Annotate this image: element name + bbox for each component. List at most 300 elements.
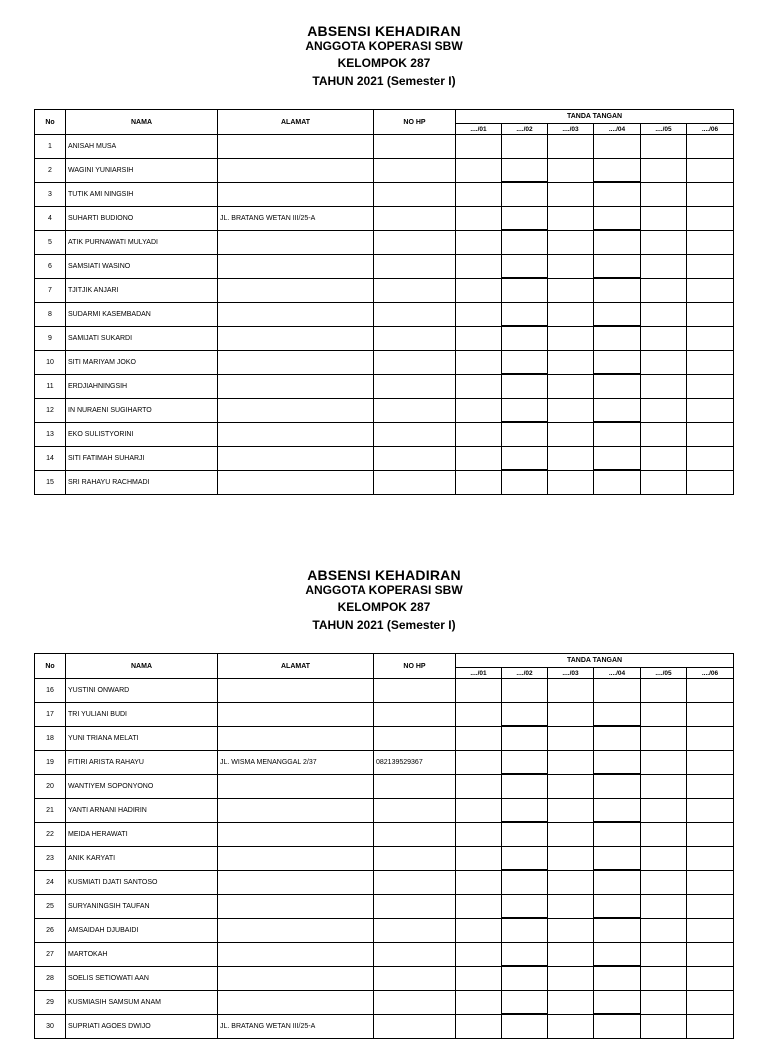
signature-cell[interactable]: [502, 254, 548, 278]
signature-cell[interactable]: [456, 326, 502, 350]
signature-cell[interactable]: [548, 990, 594, 1014]
signature-cell[interactable]: [641, 422, 687, 446]
group-line: KELOMPOK 287: [337, 56, 431, 70]
member-name: SAMIJATI SUKARDI: [66, 326, 218, 350]
row-number: 7: [35, 278, 66, 302]
signature-cell[interactable]: [641, 822, 687, 846]
signature-cell[interactable]: [548, 870, 594, 894]
signature-cell[interactable]: [687, 254, 734, 278]
signature-cell[interactable]: [502, 990, 548, 1014]
row-number: 12: [35, 398, 66, 422]
signature-cell[interactable]: [687, 1014, 734, 1038]
signature-cell[interactable]: [641, 302, 687, 326]
signature-cell[interactable]: [641, 1014, 687, 1038]
table-row: [35, 302, 734, 326]
member-phone: [374, 374, 456, 398]
member-phone: [374, 158, 456, 182]
member-name: ERDJIAHNINGSIH: [66, 374, 218, 398]
row-number: 5: [35, 230, 66, 254]
member-phone: [374, 679, 456, 703]
session-header: ..../04: [594, 668, 641, 679]
signature-cell[interactable]: [548, 702, 594, 726]
member-address: [218, 918, 374, 942]
signature-cell[interactable]: [502, 374, 548, 398]
signature-cell[interactable]: [548, 918, 594, 942]
signature-cell[interactable]: [641, 254, 687, 278]
member-name: SURYANINGSIH TAUFAN: [66, 894, 218, 918]
signature-cell[interactable]: [687, 158, 734, 182]
row-number: 10: [35, 350, 66, 374]
signature-cell[interactable]: [548, 182, 594, 206]
signature-cell[interactable]: [502, 158, 548, 182]
row-number: 15: [35, 470, 66, 494]
member-phone: [374, 702, 456, 726]
signature-cell[interactable]: [641, 990, 687, 1014]
signature-cell[interactable]: [456, 1014, 502, 1038]
member-address: [218, 254, 374, 278]
signature-cell[interactable]: [594, 158, 641, 182]
member-name: MEIDA HERAWATI: [66, 822, 218, 846]
signature-cell[interactable]: [456, 702, 502, 726]
attendance-rows: [35, 135, 734, 495]
signature-cell[interactable]: [594, 702, 641, 726]
signature-cell[interactable]: [456, 158, 502, 182]
signature-cell[interactable]: [502, 398, 548, 422]
signature-cell[interactable]: [502, 230, 548, 254]
signature-cell[interactable]: [687, 894, 734, 918]
signature-cell[interactable]: [594, 470, 641, 494]
member-address: [218, 398, 374, 422]
signature-cell[interactable]: [687, 182, 734, 206]
signature-cell[interactable]: [594, 230, 641, 254]
member-name: TRI YULIANI BUDI: [66, 702, 218, 726]
signature-cell[interactable]: [548, 302, 594, 326]
table-row: [35, 942, 734, 966]
signature-cell[interactable]: [687, 966, 734, 990]
member-name: YANTI ARNANI HADIRIN: [66, 798, 218, 822]
member-name: TUTIK AMI NINGSIH: [66, 182, 218, 206]
member-phone: [374, 1014, 456, 1038]
col-tanda-tangan-header: TANDA TANGAN: [456, 110, 734, 124]
signature-cell[interactable]: [594, 822, 641, 846]
signature-cell[interactable]: [641, 702, 687, 726]
signature-cell[interactable]: [456, 726, 502, 750]
signature-cell[interactable]: [687, 350, 734, 374]
row-number: 13: [35, 422, 66, 446]
signature-cell[interactable]: [687, 702, 734, 726]
signature-cell[interactable]: [594, 206, 641, 230]
member-phone: [374, 326, 456, 350]
session-header: ..../05: [641, 124, 687, 135]
signature-cell[interactable]: [594, 398, 641, 422]
member-phone: [374, 422, 456, 446]
signature-cell[interactable]: [502, 798, 548, 822]
signature-cell[interactable]: [594, 942, 641, 966]
signature-cell[interactable]: [502, 750, 548, 774]
signature-cell[interactable]: [594, 254, 641, 278]
signature-cell[interactable]: [548, 822, 594, 846]
table-row: [35, 894, 734, 918]
signature-cell[interactable]: [641, 470, 687, 494]
signature-cell[interactable]: [594, 750, 641, 774]
signature-cell[interactable]: [456, 679, 502, 703]
member-name: SUDARMI KASEMBADAN: [66, 302, 218, 326]
row-number: 16: [35, 679, 66, 703]
table-row: [35, 158, 734, 182]
signature-cell[interactable]: [548, 774, 594, 798]
signature-cell[interactable]: [502, 726, 548, 750]
member-name: ANIK KARYATI: [66, 846, 218, 870]
member-phone: [374, 846, 456, 870]
signature-cell[interactable]: [687, 726, 734, 750]
signature-cell[interactable]: [456, 990, 502, 1014]
signature-cell[interactable]: [456, 135, 502, 159]
signature-cell[interactable]: [548, 966, 594, 990]
signature-cell[interactable]: [456, 278, 502, 302]
document-title: ABSENSI KEHADIRAN: [307, 567, 461, 583]
signature-cell[interactable]: [548, 894, 594, 918]
signature-cell[interactable]: [502, 942, 548, 966]
signature-cell[interactable]: [502, 1014, 548, 1038]
table-row: [35, 350, 734, 374]
year-line: TAHUN 2021 (Semester I): [312, 618, 456, 632]
member-address: [218, 158, 374, 182]
member-phone: [374, 206, 456, 230]
signature-cell[interactable]: [641, 774, 687, 798]
signature-cell[interactable]: [548, 679, 594, 703]
signature-cell[interactable]: [594, 422, 641, 446]
row-number: 9: [35, 326, 66, 350]
col-nama-header: NAMA: [66, 654, 218, 679]
row-number: 8: [35, 302, 66, 326]
member-address: [218, 990, 374, 1014]
table-row: [35, 702, 734, 726]
col-nohp-header: NO HP: [374, 110, 456, 135]
signature-cell[interactable]: [641, 278, 687, 302]
signature-cell[interactable]: [641, 679, 687, 703]
attendance-table: [34, 653, 734, 1039]
signature-cell[interactable]: [594, 966, 641, 990]
signature-cell[interactable]: [641, 182, 687, 206]
member-phone: [374, 446, 456, 470]
signature-cell[interactable]: [548, 374, 594, 398]
signature-cell[interactable]: [502, 870, 548, 894]
signature-cell[interactable]: [548, 254, 594, 278]
member-address: [218, 446, 374, 470]
signature-cell[interactable]: [641, 894, 687, 918]
member-name: KUSMIATI DJATI SANTOSO: [66, 870, 218, 894]
member-address: [218, 135, 374, 159]
signature-cell[interactable]: [548, 446, 594, 470]
col-nama-header: NAMA: [66, 110, 218, 135]
signature-cell[interactable]: [687, 206, 734, 230]
member-phone: [374, 990, 456, 1014]
signature-cell[interactable]: [502, 182, 548, 206]
signature-cell[interactable]: [548, 470, 594, 494]
signature-cell[interactable]: [594, 774, 641, 798]
signature-cell[interactable]: [456, 302, 502, 326]
signature-cell[interactable]: [502, 774, 548, 798]
signature-cell[interactable]: [456, 206, 502, 230]
signature-cell[interactable]: [548, 230, 594, 254]
member-name: FITIRI ARISTA RAHAYU: [66, 750, 218, 774]
signature-cell[interactable]: [641, 206, 687, 230]
signature-cell[interactable]: [594, 870, 641, 894]
row-number: 20: [35, 774, 66, 798]
member-address: [218, 966, 374, 990]
signature-cell[interactable]: [502, 350, 548, 374]
member-name: TJITJIK ANJARI: [66, 278, 218, 302]
signature-cell[interactable]: [641, 750, 687, 774]
signature-cell[interactable]: [502, 278, 548, 302]
row-number: 2: [35, 158, 66, 182]
row-number: 23: [35, 846, 66, 870]
signature-cell[interactable]: [548, 846, 594, 870]
signature-cell[interactable]: [548, 278, 594, 302]
table-row: [35, 206, 734, 230]
member-address: [218, 230, 374, 254]
signature-cell[interactable]: [594, 894, 641, 918]
row-number: 3: [35, 182, 66, 206]
signature-cell[interactable]: [456, 966, 502, 990]
signature-cell[interactable]: [502, 206, 548, 230]
signature-cell[interactable]: [548, 422, 594, 446]
signature-cell[interactable]: [456, 918, 502, 942]
member-name: WAGINI YUNIARSIH: [66, 158, 218, 182]
signature-cell[interactable]: [641, 135, 687, 159]
signature-cell[interactable]: [687, 422, 734, 446]
signature-cell[interactable]: [548, 206, 594, 230]
member-phone: [374, 966, 456, 990]
signature-cell[interactable]: [594, 374, 641, 398]
signature-cell[interactable]: [456, 470, 502, 494]
member-address: JL. WISMA MENANGGAL 2/37: [218, 750, 374, 774]
member-address: JL. BRATANG WETAN III/25-A: [218, 1014, 374, 1038]
signature-cell[interactable]: [502, 702, 548, 726]
signature-cell[interactable]: [641, 446, 687, 470]
member-name: YUNI TRIANA MELATI: [66, 726, 218, 750]
signature-cell[interactable]: [456, 750, 502, 774]
row-number: 29: [35, 990, 66, 1014]
member-address: [218, 726, 374, 750]
col-alamat-header: ALAMAT: [218, 654, 374, 679]
member-name: MARTOKAH: [66, 942, 218, 966]
signature-cell[interactable]: [594, 846, 641, 870]
signature-cell[interactable]: [641, 846, 687, 870]
signature-cell[interactable]: [456, 374, 502, 398]
member-name: KUSMIASIH SAMSUM ANAM: [66, 990, 218, 1014]
member-address: [218, 679, 374, 703]
col-nohp-header: NO HP: [374, 654, 456, 679]
signature-cell[interactable]: [456, 422, 502, 446]
member-name: EKO SULISTYORINI: [66, 422, 218, 446]
signature-cell[interactable]: [548, 798, 594, 822]
signature-cell[interactable]: [687, 470, 734, 494]
signature-cell[interactable]: [594, 798, 641, 822]
signature-cell[interactable]: [456, 230, 502, 254]
signature-cell[interactable]: [594, 726, 641, 750]
signature-cell[interactable]: [548, 942, 594, 966]
member-name: SOELIS SETIOWATI AAN: [66, 966, 218, 990]
signature-cell[interactable]: [687, 846, 734, 870]
member-address: [218, 942, 374, 966]
session-header: ..../04: [594, 124, 641, 135]
signature-cell[interactable]: [548, 326, 594, 350]
session-header: ..../03: [548, 668, 594, 679]
col-no-header: No: [35, 654, 66, 679]
signature-cell[interactable]: [594, 1014, 641, 1038]
signature-cell[interactable]: [641, 726, 687, 750]
signature-cell[interactable]: [687, 398, 734, 422]
signature-cell[interactable]: [548, 135, 594, 159]
member-address: [218, 894, 374, 918]
signature-cell[interactable]: [594, 918, 641, 942]
table-row: [35, 774, 734, 798]
table-row: [35, 254, 734, 278]
signature-cell[interactable]: [687, 750, 734, 774]
signature-cell[interactable]: [687, 374, 734, 398]
signature-cell[interactable]: [641, 870, 687, 894]
signature-cell[interactable]: [548, 158, 594, 182]
signature-cell[interactable]: [687, 135, 734, 159]
member-address: [218, 326, 374, 350]
signature-cell[interactable]: [641, 158, 687, 182]
signature-cell[interactable]: [594, 446, 641, 470]
signature-cell[interactable]: [502, 135, 548, 159]
signature-cell[interactable]: [641, 942, 687, 966]
table-row: [35, 1014, 734, 1038]
table-row: [35, 870, 734, 894]
member-address: [218, 702, 374, 726]
member-name: IN NURAENI SUGIHARTO: [66, 398, 218, 422]
signature-cell[interactable]: [502, 302, 548, 326]
signature-cell[interactable]: [594, 302, 641, 326]
signature-cell[interactable]: [502, 846, 548, 870]
table-row: [35, 374, 734, 398]
signature-cell[interactable]: [456, 942, 502, 966]
signature-cell[interactable]: [502, 422, 548, 446]
signature-cell[interactable]: [594, 278, 641, 302]
signature-cell[interactable]: [594, 679, 641, 703]
table-row: [35, 326, 734, 350]
signature-cell[interactable]: [456, 798, 502, 822]
signature-cell[interactable]: [502, 326, 548, 350]
session-header: ..../01: [456, 668, 502, 679]
member-phone: [374, 942, 456, 966]
signature-cell[interactable]: [641, 374, 687, 398]
member-phone: [374, 302, 456, 326]
signature-cell[interactable]: [687, 774, 734, 798]
signature-cell[interactable]: [641, 798, 687, 822]
signature-cell[interactable]: [687, 918, 734, 942]
signature-cell[interactable]: [687, 870, 734, 894]
signature-cell[interactable]: [456, 446, 502, 470]
session-header: ..../06: [687, 668, 734, 679]
signature-cell[interactable]: [502, 470, 548, 494]
signature-cell[interactable]: [548, 726, 594, 750]
member-name: SUPRIATI AGOES DWIJO: [66, 1014, 218, 1038]
signature-cell[interactable]: [502, 822, 548, 846]
member-name: ANISAH MUSA: [66, 135, 218, 159]
organization-line: ANGGOTA KOPERASI SBW: [305, 39, 463, 53]
signature-cell[interactable]: [502, 679, 548, 703]
signature-cell[interactable]: [641, 398, 687, 422]
row-number: 19: [35, 750, 66, 774]
signature-cell[interactable]: [687, 326, 734, 350]
signature-cell[interactable]: [641, 966, 687, 990]
signature-cell[interactable]: [456, 822, 502, 846]
signature-cell[interactable]: [594, 350, 641, 374]
signature-cell[interactable]: [687, 679, 734, 703]
session-header: ..../01: [456, 124, 502, 135]
signature-cell[interactable]: [687, 822, 734, 846]
signature-cell[interactable]: [687, 230, 734, 254]
signature-cell[interactable]: [687, 302, 734, 326]
signature-cell[interactable]: [687, 942, 734, 966]
signature-cell[interactable]: [456, 182, 502, 206]
row-number: 17: [35, 702, 66, 726]
row-number: 11: [35, 374, 66, 398]
member-phone: [374, 774, 456, 798]
member-phone: [374, 278, 456, 302]
table-row: [35, 798, 734, 822]
member-phone: [374, 798, 456, 822]
member-address: [218, 182, 374, 206]
signature-cell[interactable]: [456, 254, 502, 278]
signature-cell[interactable]: [502, 894, 548, 918]
signature-cell[interactable]: [641, 326, 687, 350]
signature-cell[interactable]: [456, 774, 502, 798]
member-name: SAMSIATI WASINO: [66, 254, 218, 278]
table-row: [35, 750, 734, 774]
member-address: [218, 846, 374, 870]
signature-cell[interactable]: [641, 230, 687, 254]
signature-cell[interactable]: [594, 182, 641, 206]
signature-cell[interactable]: [456, 894, 502, 918]
signature-cell[interactable]: [548, 1014, 594, 1038]
year-line: TAHUN 2021 (Semester I): [312, 74, 456, 88]
signature-cell[interactable]: [548, 398, 594, 422]
signature-cell[interactable]: [594, 135, 641, 159]
signature-cell[interactable]: [502, 966, 548, 990]
member-phone: [374, 135, 456, 159]
col-no-header: No: [35, 110, 66, 135]
member-address: [218, 798, 374, 822]
table-row: [35, 679, 734, 703]
table-row: [35, 278, 734, 302]
signature-cell[interactable]: [548, 750, 594, 774]
signature-cell[interactable]: [456, 350, 502, 374]
signature-cell[interactable]: [641, 918, 687, 942]
signature-cell[interactable]: [687, 798, 734, 822]
signature-cell[interactable]: [641, 350, 687, 374]
signature-cell[interactable]: [456, 870, 502, 894]
session-header: ..../06: [687, 124, 734, 135]
signature-cell[interactable]: [687, 446, 734, 470]
signature-cell[interactable]: [594, 990, 641, 1014]
signature-cell[interactable]: [502, 446, 548, 470]
signature-cell[interactable]: [456, 398, 502, 422]
signature-cell[interactable]: [456, 846, 502, 870]
signature-cell[interactable]: [548, 350, 594, 374]
signature-cell[interactable]: [687, 990, 734, 1014]
member-phone: [374, 822, 456, 846]
table-row: [35, 422, 734, 446]
organization-line: ANGGOTA KOPERASI SBW: [305, 583, 463, 597]
signature-cell[interactable]: [687, 278, 734, 302]
signature-cell[interactable]: [502, 918, 548, 942]
signature-cell[interactable]: [594, 326, 641, 350]
